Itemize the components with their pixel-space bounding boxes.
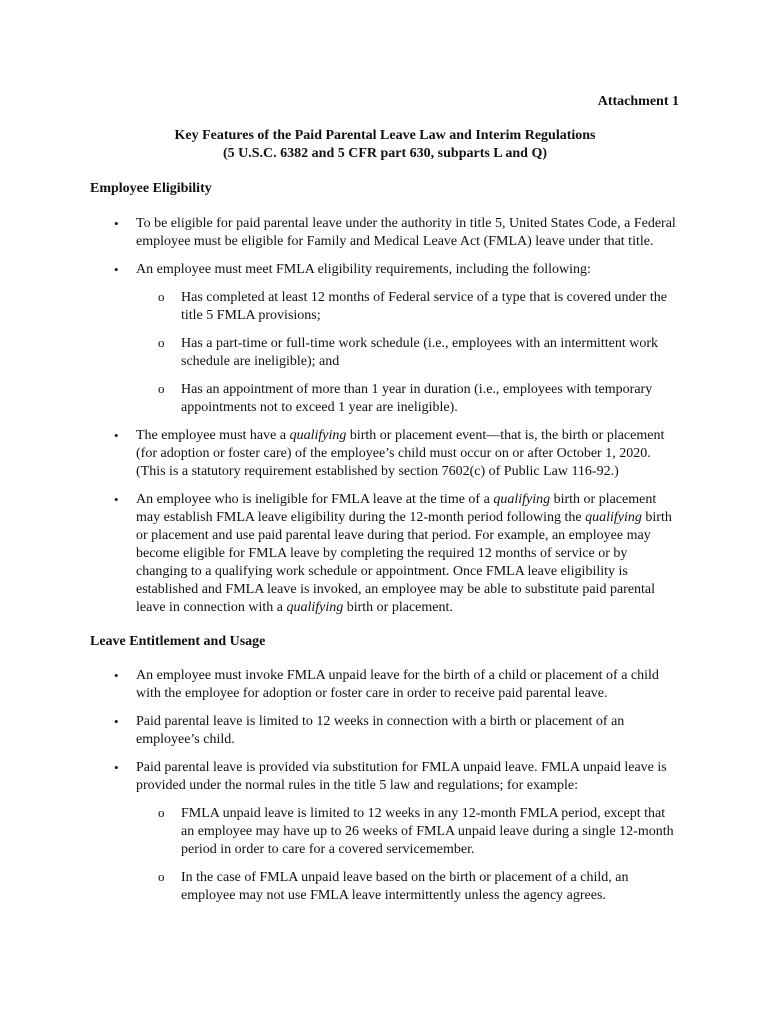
list-item-text: Paid parental leave is provided via substitution for FMLA unpaid leave. FMLA unpaid leave is provided under the normal rules in the title 5 law and regulations; for example: xyxy=(136,760,667,793)
sub-list-item xyxy=(136,335,680,371)
bullet-icon: • xyxy=(114,668,119,683)
eligibility-sublist xyxy=(136,289,680,417)
emphasis-qualifying: qualifying xyxy=(289,428,347,443)
text-run: The employee must have a xyxy=(136,428,290,443)
sub-list-item-text: FMLA unpaid leave is limited to 12 weeks in any 12-month FMLA period, except that an employee may have up to 26 weeks of FMLA unpaid leave during a single 12-month period in order to care for a covered servicemember. xyxy=(181,806,674,857)
list-item xyxy=(90,491,680,617)
circle-bullet-icon: o xyxy=(158,381,165,396)
sub-list-item xyxy=(136,869,680,905)
text-run: birth or placement and use paid parental leave during that period. For example, an employee may become eligible for FMLA leave by completing the required 12 months of service or by changing to a qualifying work schedule or appointment. Once FMLA leave eligibility is established and FMLA leave is invoked, an employee may be able to substitute paid parental leave in connection with a xyxy=(136,510,672,615)
bullet-icon: • xyxy=(114,492,119,507)
circle-bullet-icon: o xyxy=(158,335,165,350)
bullet-icon: • xyxy=(114,262,119,277)
sub-list-item-text: Has completed at least 12 months of Federal service of a type that is covered under the title 5 FMLA provisions; xyxy=(181,290,667,323)
circle-bullet-icon: o xyxy=(158,289,165,304)
list-item-text: An employee must meet FMLA eligibility requirements, including the following: xyxy=(136,262,591,277)
list-item xyxy=(90,667,680,703)
bullet-icon: • xyxy=(114,714,119,729)
sub-list-item xyxy=(136,381,680,417)
list-item-text xyxy=(136,492,672,615)
circle-bullet-icon: o xyxy=(158,869,165,884)
title-line-2: (5 U.S.C. 6382 and 5 CFR part 630, subparts L and Q) xyxy=(223,146,547,161)
list-item-text: To be eligible for paid parental leave under the authority in title 5, United States Code, a Federal employee must be eligible for Family and Medical Leave Act (FMLA) leave under that title. xyxy=(136,216,676,249)
list-item xyxy=(90,427,680,481)
sub-list-item-text: Has a part-time or full-time work schedule (i.e., employees with an intermittent work schedule are ineligible); and xyxy=(181,336,659,369)
list-item xyxy=(90,713,680,749)
list-item-text: Paid parental leave is limited to 12 weeks in connection with a birth or placement of an employee’s child. xyxy=(136,714,625,747)
list-item xyxy=(90,759,680,905)
list-item-text: An employee must invoke FMLA unpaid leave for the birth of a child or placement of a child with the employee for adoption or foster care in order to receive paid parental leave. xyxy=(136,668,659,701)
attachment-label: Attachment 1 xyxy=(597,94,679,109)
emphasis-qualifying: qualifying xyxy=(286,600,344,615)
sub-list-item xyxy=(136,805,680,859)
circle-bullet-icon: o xyxy=(158,805,165,820)
entitlement-sublist xyxy=(136,805,680,905)
text-run: birth or placement event—that is, the birth or placement (for adoption or foster care) of the employee’s child must occur on or after October 1, 2020. (This is a statutory requirement established by section 7602(c) of Public Law 116-92.) xyxy=(136,428,665,479)
list-item xyxy=(90,215,680,251)
bullet-icon: • xyxy=(114,760,119,775)
sub-list-item-text: In the case of FMLA unpaid leave based on the birth or placement of a child, an employee may not use FMLA leave intermittently unless the agency agrees. xyxy=(181,870,629,903)
entitlement-list xyxy=(90,667,680,905)
emphasis-qualifying: qualifying xyxy=(585,510,642,525)
section-heading-eligibility: Employee Eligibility xyxy=(90,181,212,196)
sub-list-item xyxy=(136,289,680,325)
bullet-icon: • xyxy=(114,428,119,443)
eligibility-list xyxy=(90,215,680,617)
text-run: birth or placement may establish FMLA leave eligibility during the 12-month period following the xyxy=(136,492,657,525)
text-run: An employee who is ineligible for FMLA leave at the time of a xyxy=(136,492,494,507)
bullet-icon: • xyxy=(114,216,119,231)
title-line-1: Key Features of the Paid Parental Leave Law and Interim Regulations xyxy=(174,128,596,143)
text-run: birth or placement. xyxy=(343,600,453,615)
document-title xyxy=(90,127,680,163)
list-item xyxy=(90,261,680,417)
document-body xyxy=(90,180,680,915)
emphasis-qualifying: qualifying xyxy=(493,492,551,507)
section-heading-entitlement: Leave Entitlement and Usage xyxy=(90,634,266,649)
sub-list-item-text: Has an appointment of more than 1 year in duration (i.e., employees with temporary appointments not to exceed 1 year are ineligible). xyxy=(181,382,653,415)
list-item-text xyxy=(136,428,664,479)
